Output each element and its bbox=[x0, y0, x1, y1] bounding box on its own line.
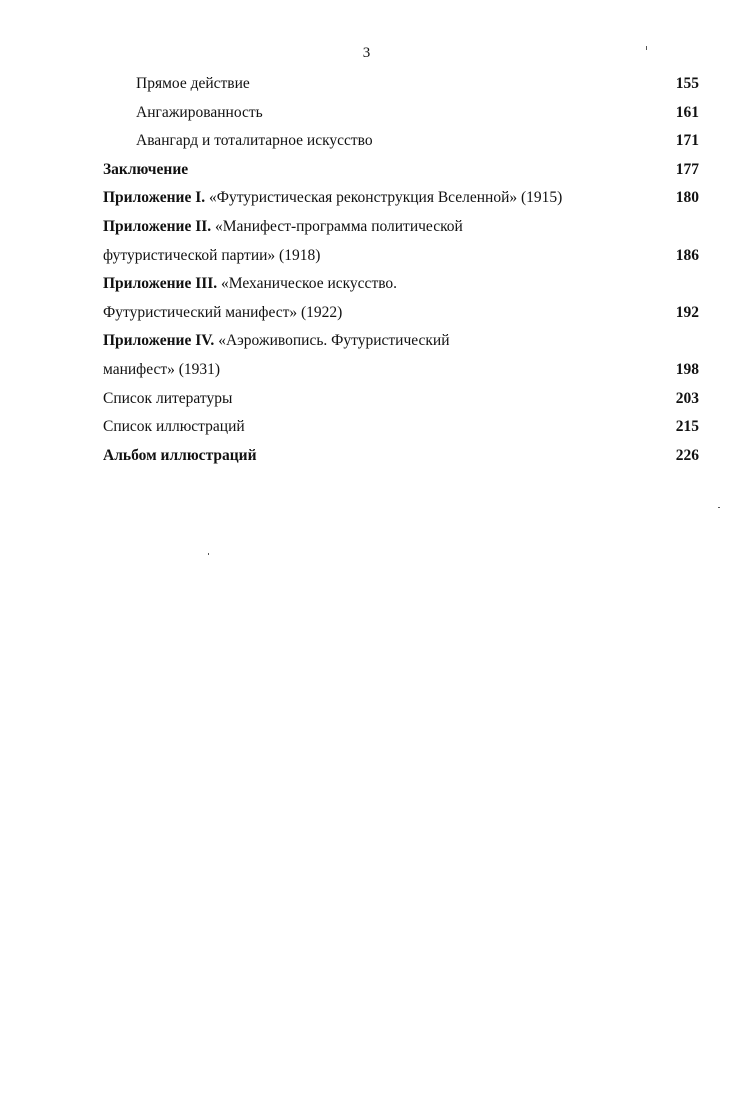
toc-entry-illustration-list bbox=[103, 413, 699, 442]
scan-speck bbox=[646, 46, 647, 50]
toc-entry-page: 155 bbox=[675, 75, 699, 92]
table-of-contents bbox=[103, 70, 699, 470]
toc-entry-appendix-3 bbox=[103, 270, 699, 299]
appendix-label: Приложение II. bbox=[103, 217, 212, 235]
toc-entry-title: манифест» (1931) bbox=[103, 360, 221, 378]
scan-speck bbox=[718, 507, 720, 508]
toc-entry-title bbox=[103, 184, 562, 213]
scan-speck bbox=[208, 553, 209, 555]
appendix-label: Приложение I. bbox=[103, 189, 206, 207]
toc-entry-page: 192 bbox=[675, 303, 699, 321]
toc-entry-title: Футуристический манифест» (1922) bbox=[103, 303, 343, 321]
toc-entry-appendix-4-cont bbox=[103, 356, 699, 385]
toc-entry-title: Заключение bbox=[103, 160, 189, 178]
toc-entry-appendix-3-cont bbox=[103, 299, 699, 328]
toc-entry-conclusion bbox=[103, 156, 699, 185]
appendix-title: «Футуристическая реконструкция Вселенной» (1915) bbox=[205, 189, 563, 207]
toc-entry-page: 186 bbox=[675, 246, 699, 264]
toc-entry-title: Список иллюстраций bbox=[103, 418, 245, 436]
toc-entry-page: 177 bbox=[675, 160, 699, 178]
toc-entry-title: Прямое действие bbox=[136, 75, 250, 92]
toc-entry-page: 203 bbox=[675, 389, 699, 407]
toc-entry-illustration-album bbox=[103, 442, 699, 471]
toc-entry-page: 161 bbox=[675, 103, 699, 121]
toc-entry-appendix-1 bbox=[103, 184, 699, 213]
toc-entry-direct-action bbox=[103, 70, 699, 99]
toc-entry-page: 198 bbox=[675, 360, 699, 378]
toc-entry-title: Альбом иллюстраций bbox=[103, 446, 257, 464]
toc-entry-appendix-2-cont bbox=[103, 242, 699, 271]
page-number: 3 bbox=[362, 45, 371, 61]
toc-entry-page: 171 bbox=[675, 132, 699, 150]
appendix-label: Приложение III. bbox=[103, 275, 218, 293]
toc-entry-title: Список литературы bbox=[103, 389, 233, 407]
toc-entry-title: Авангард и тоталитарное искусство bbox=[136, 132, 373, 150]
toc-entry-page: 215 bbox=[675, 418, 699, 436]
toc-entry-appendix-2 bbox=[103, 213, 699, 242]
toc-entry-avant-garde bbox=[103, 127, 699, 156]
toc-entry-bibliography bbox=[103, 385, 699, 414]
toc-entry-page: 180 bbox=[675, 189, 699, 207]
toc-entry-engagement bbox=[103, 99, 699, 128]
toc-entry-title: Ангажированность bbox=[136, 103, 263, 121]
appendix-label: Приложение IV. bbox=[103, 332, 215, 350]
toc-entry-appendix-4 bbox=[103, 327, 699, 356]
toc-entry-title bbox=[103, 213, 463, 242]
appendix-title: «Механическое искусство. bbox=[217, 275, 398, 293]
toc-entry-title bbox=[103, 327, 450, 356]
appendix-title: «Манифест-программа политической bbox=[211, 217, 463, 235]
toc-entry-page: 226 bbox=[675, 446, 699, 464]
toc-entry-title: футуристической партии» (1918) bbox=[103, 246, 321, 264]
toc-entry-title bbox=[103, 270, 397, 299]
appendix-title: «Аэроживопись. Футуристический bbox=[214, 332, 450, 350]
